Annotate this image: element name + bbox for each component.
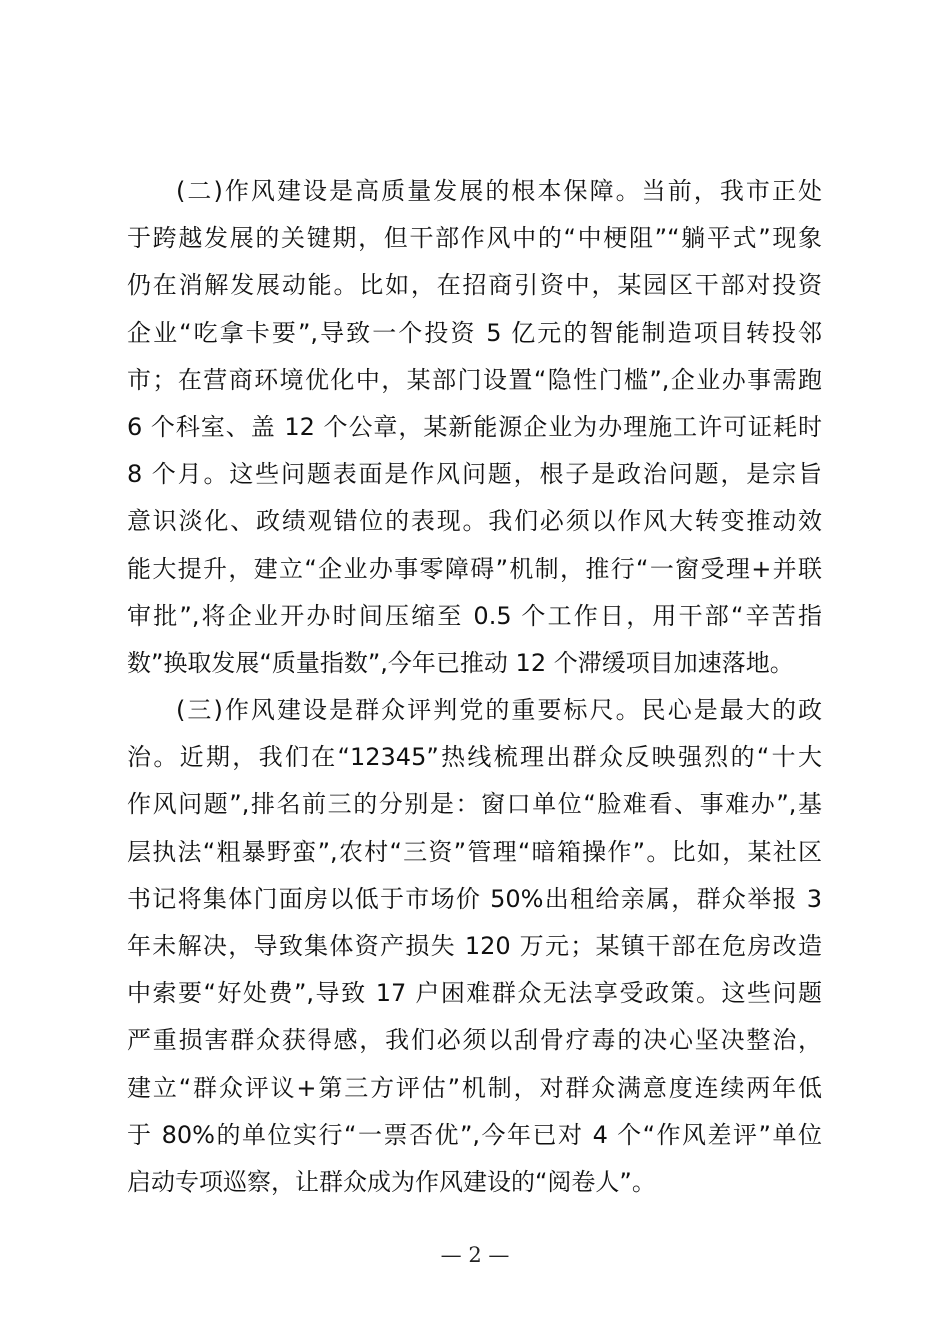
text-line: 书记将集体门面房以低于市场价 50%出租给亲属，群众举报 3 bbox=[127, 884, 822, 913]
text-line: 6 个科室、盖 12 个公章，某新能源企业为办理施工许可证耗时 bbox=[127, 412, 822, 441]
text-line: (三)作风建设是群众评判党的重要标尺。民心是最大的政 bbox=[176, 696, 822, 725]
text-line: 意识淡化、政绩观错位的表现。我们必须以作风大转变推动效 bbox=[127, 507, 822, 536]
text-line: 建立“群众评议+第三方评估”机制，对群众满意度连续两年低 bbox=[127, 1073, 822, 1102]
text-line: 仍在消解发展动能。比如，在招商引资中，某园区干部对投资 bbox=[127, 271, 822, 300]
text-line: 治。近期，我们在“12345”热线梳理出群众反映强烈的“十大 bbox=[127, 743, 822, 772]
text-line: (二)作风建设是高质量发展的根本保障。当前，我市正处 bbox=[176, 177, 822, 205]
text-line: 作风问题”,排名前三的分别是：窗口单位“脸难看、事难办”,基 bbox=[127, 790, 822, 819]
paragraph-3 bbox=[127, 687, 822, 1206]
paragraph-2 bbox=[127, 168, 822, 687]
text-line: 于跨越发展的关键期，但干部作风中的“中梗阻”“躺平式”现象 bbox=[127, 224, 822, 253]
text-line: 年未解决，导致集体资产损失 120 万元；某镇干部在危房改造 bbox=[127, 932, 822, 960]
text-line: 中索要“好处费”,导致 17 户困难群众无法享受政策。这些问题 bbox=[127, 979, 822, 1008]
text-line: 8 个月。这些问题表面是作风问题，根子是政治问题，是宗旨 bbox=[127, 460, 822, 489]
text-line: 层执法“粗暴野蛮”,农村“三资”管理“暗箱操作”。比如，某社区 bbox=[127, 837, 822, 866]
text-line: 严重损害群众获得感，我们必须以刮骨疗毒的决心坚决整治， bbox=[127, 1026, 822, 1055]
document-body bbox=[127, 168, 822, 1206]
page-number: — 2 — bbox=[440, 1243, 510, 1267]
text-line: 数”换取发展“质量指数”,今年已推动 12 个滞缓项目加速落地。 bbox=[127, 648, 794, 677]
text-line: 于 80%的单位实行“一票否优”,今年已对 4 个“作风差评”单位 bbox=[127, 1120, 822, 1149]
text-line: 市；在营商环境优化中，某部门设置“隐性门槛”,企业办事需跑 bbox=[127, 365, 822, 394]
text-line: 企业“吃拿卡要”,导致一个投资 5 亿元的智能制造项目转投邻 bbox=[127, 318, 822, 347]
text-line: 启动专项巡察，让群众成为作风建设的“阅卷人”。 bbox=[127, 1167, 656, 1196]
text-line: 审批”,将企业开办时间压缩至 0.5 个工作日，用干部“辛苦指 bbox=[127, 601, 822, 630]
text-line: 能大提升，建立“企业办事零障碍”机制，推行“一窗受理+并联 bbox=[127, 554, 822, 583]
